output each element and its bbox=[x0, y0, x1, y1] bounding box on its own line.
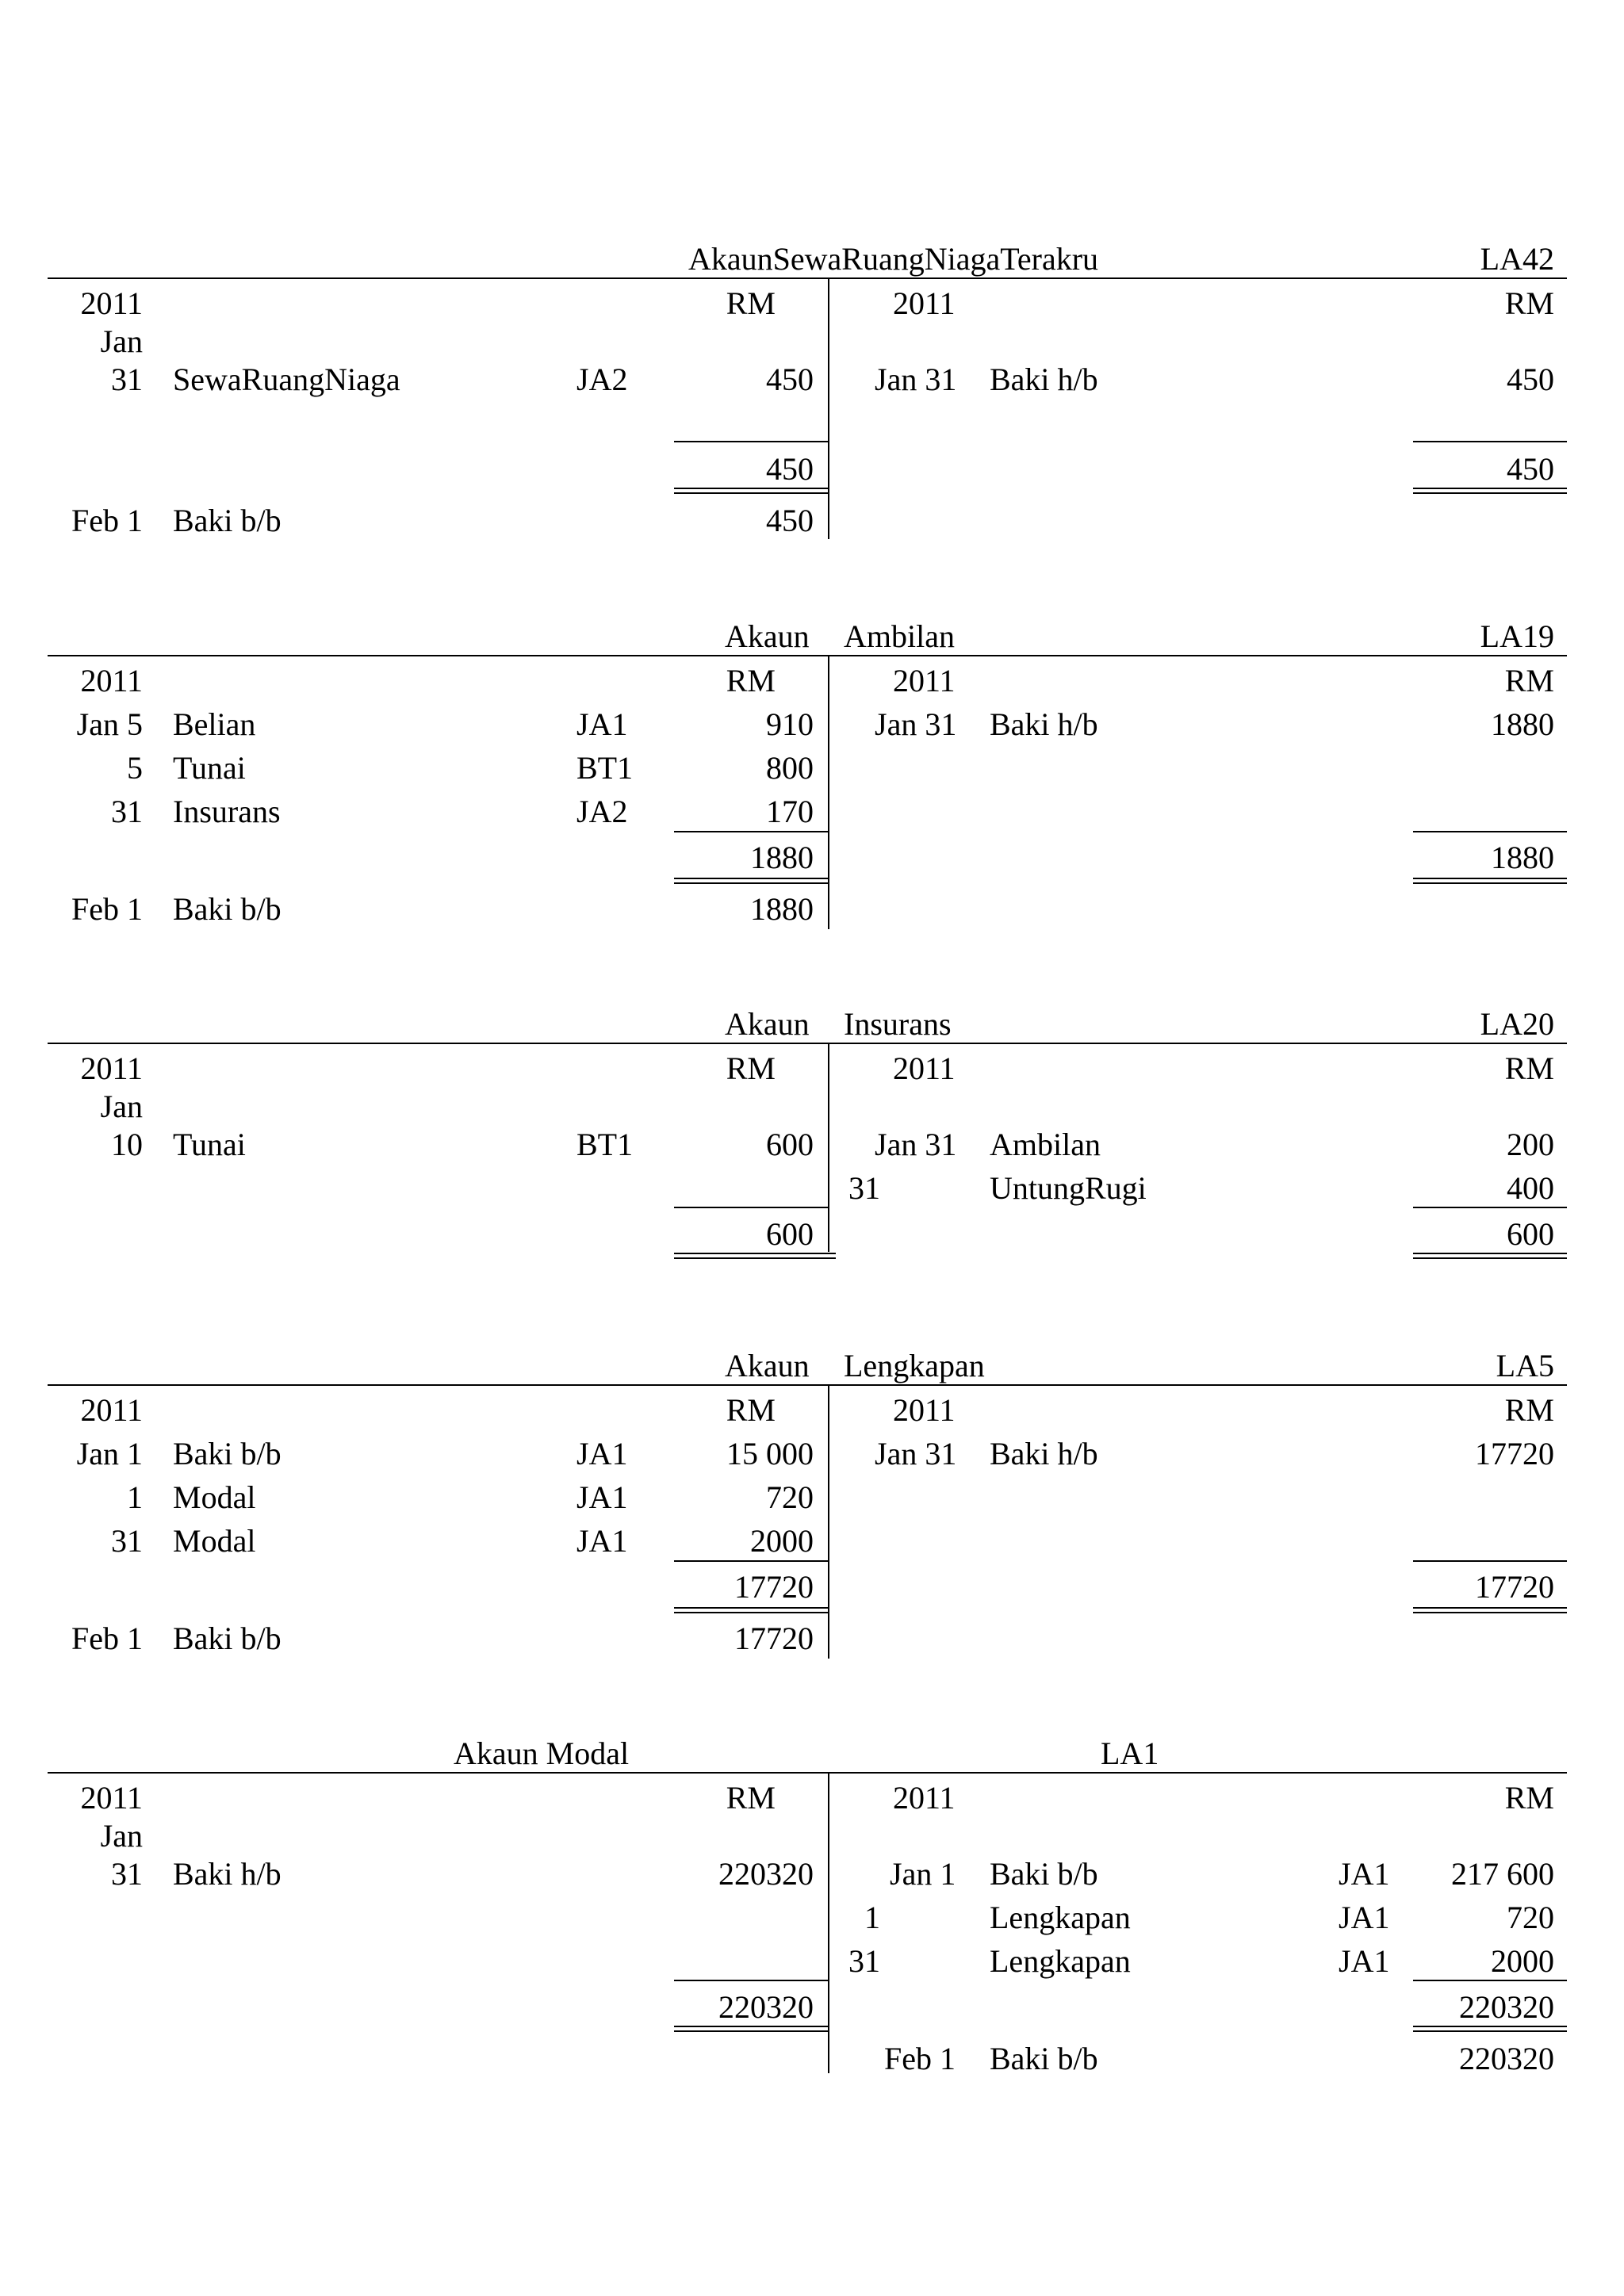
debit-row-ref: JA2 bbox=[576, 794, 628, 829]
account-title-name: Lengkapan bbox=[844, 1348, 985, 1383]
balance-bd-amount: 17720 bbox=[734, 1621, 814, 1656]
credit-currency: RM bbox=[1504, 1050, 1554, 1086]
debit-total: 450 bbox=[766, 451, 814, 487]
credit-row-date: Jan 1 bbox=[890, 1856, 956, 1892]
debit-double-rule bbox=[674, 2030, 828, 2032]
credit-total-rule bbox=[1413, 441, 1567, 442]
ledger-account-la19 bbox=[0, 615, 1624, 932]
account-folio: LA19 bbox=[1480, 618, 1554, 654]
debit-row-date: 10 bbox=[111, 1127, 143, 1162]
credit-row-amount: 217 600 bbox=[1451, 1856, 1554, 1892]
credit-currency: RM bbox=[1504, 285, 1554, 321]
credit-double-rule bbox=[1413, 2026, 1567, 2027]
debit-total-rule bbox=[674, 1560, 828, 1562]
debit-row-date: 31 bbox=[111, 1523, 143, 1559]
credit-row-desc: Baki h/b bbox=[990, 706, 1098, 742]
credit-year: 2011 bbox=[893, 1392, 956, 1428]
credit-row-amount: 1880 bbox=[1491, 706, 1554, 742]
credit-row-desc: Baki h/b bbox=[990, 1436, 1098, 1471]
debit-row-date: 5 bbox=[127, 750, 143, 786]
credit-row-desc: Baki h/b bbox=[990, 362, 1098, 397]
credit-currency: RM bbox=[1504, 663, 1554, 698]
debit-double-rule bbox=[674, 1607, 828, 1609]
debit-double-rule bbox=[674, 2026, 828, 2027]
credit-double-rule bbox=[1413, 492, 1567, 494]
debit-row-desc: Tunai bbox=[173, 750, 246, 786]
credit-double-rule bbox=[1413, 488, 1567, 489]
debit-total: 17720 bbox=[734, 1569, 814, 1605]
credit-double-rule bbox=[1413, 1607, 1567, 1609]
balance-bd-date: Feb 1 bbox=[71, 503, 143, 538]
credit-double-rule bbox=[1413, 1253, 1567, 1254]
debit-row-amount: 720 bbox=[766, 1479, 814, 1515]
credit-total-rule bbox=[1413, 1207, 1567, 1208]
credit-total-rule bbox=[1413, 1980, 1567, 1981]
credit-row-date: Jan 31 bbox=[875, 706, 957, 742]
credit-currency: RM bbox=[1504, 1392, 1554, 1428]
debit-row-amount: 15 000 bbox=[726, 1436, 814, 1471]
credit-total: 600 bbox=[1507, 1216, 1554, 1252]
debit-year: 2011 bbox=[80, 663, 143, 698]
t-divider bbox=[828, 1384, 829, 1659]
debit-double-rule bbox=[674, 488, 828, 489]
account-title-prefix: Akaun bbox=[725, 1006, 810, 1042]
debit-double-rule bbox=[674, 882, 828, 884]
credit-row-date: Jan 31 bbox=[875, 1127, 957, 1162]
t-divider bbox=[828, 277, 829, 539]
credit-total: 1880 bbox=[1491, 840, 1554, 875]
ledger-account-la20 bbox=[0, 1003, 1624, 1265]
credit-row-desc: Ambilan bbox=[990, 1127, 1101, 1162]
account-folio: LA42 bbox=[1480, 241, 1554, 277]
debit-total: 600 bbox=[766, 1216, 814, 1252]
debit-row-desc: Modal bbox=[173, 1479, 256, 1515]
t-divider bbox=[828, 1772, 829, 2073]
ledger-account-la42 bbox=[0, 238, 1624, 547]
balance-bd-amount: 220320 bbox=[1459, 2041, 1554, 2076]
debit-row-desc: Baki h/b bbox=[173, 1856, 282, 1892]
credit-row-desc: Lengkapan bbox=[990, 1900, 1131, 1935]
credit-row-amount: 17720 bbox=[1475, 1436, 1554, 1471]
credit-year: 2011 bbox=[893, 1780, 956, 1816]
credit-row-ref: JA1 bbox=[1339, 1856, 1390, 1892]
balance-bd-amount: 1880 bbox=[750, 891, 814, 927]
credit-row-amount: 400 bbox=[1507, 1170, 1554, 1206]
credit-total-rule bbox=[1413, 1560, 1567, 1562]
account-folio: LA5 bbox=[1496, 1348, 1554, 1383]
credit-row-ref: JA1 bbox=[1339, 1943, 1390, 1979]
credit-year: 2011 bbox=[893, 1050, 956, 1086]
balance-bd-amount: 450 bbox=[766, 503, 814, 538]
credit-total: 220320 bbox=[1459, 1989, 1554, 2025]
credit-total: 17720 bbox=[1475, 1569, 1554, 1605]
credit-row-ref: JA1 bbox=[1339, 1900, 1390, 1935]
account-title-prefix: Akaun bbox=[725, 1348, 810, 1383]
credit-double-rule bbox=[1413, 1612, 1567, 1613]
debit-currency: RM bbox=[726, 1780, 776, 1816]
debit-row-ref: JA1 bbox=[576, 1523, 628, 1559]
debit-currency: RM bbox=[726, 663, 776, 698]
debit-row-date: 1 bbox=[127, 1479, 143, 1515]
debit-total-rule bbox=[674, 1207, 828, 1208]
balance-bd-desc: Baki b/b bbox=[173, 503, 282, 538]
debit-row-amount: 450 bbox=[766, 362, 814, 397]
header-rule bbox=[48, 655, 1567, 656]
credit-double-rule bbox=[1413, 2030, 1567, 2032]
debit-row-desc: Baki b/b bbox=[173, 1436, 282, 1471]
credit-double-rule bbox=[1413, 878, 1567, 879]
debit-row-date: 31 bbox=[111, 794, 143, 829]
debit-row-desc: SewaRuangNiaga bbox=[173, 362, 400, 397]
credit-year: 2011 bbox=[893, 663, 956, 698]
debit-double-rule bbox=[674, 878, 828, 879]
credit-row-desc: Lengkapan bbox=[990, 1943, 1131, 1979]
credit-row-amount: 200 bbox=[1507, 1127, 1554, 1162]
credit-row-amount: 720 bbox=[1507, 1900, 1554, 1935]
account-folio: LA20 bbox=[1480, 1006, 1554, 1042]
balance-bd-desc: Baki b/b bbox=[990, 2041, 1098, 2076]
debit-row-desc: Tunai bbox=[173, 1127, 246, 1162]
header-rule bbox=[48, 1043, 1567, 1044]
t-divider bbox=[828, 1043, 829, 1252]
debit-double-rule bbox=[674, 492, 828, 494]
debit-row-ref: BT1 bbox=[576, 1127, 634, 1162]
balance-bd-date: Feb 1 bbox=[71, 1621, 143, 1656]
balance-bd-date: Feb 1 bbox=[884, 2041, 956, 2076]
credit-row-date: 31 bbox=[848, 1943, 880, 1979]
credit-year: 2011 bbox=[893, 285, 956, 321]
debit-total: 220320 bbox=[718, 1989, 814, 2025]
account-title-name: Ambilan bbox=[844, 618, 955, 654]
debit-total: 1880 bbox=[750, 840, 814, 875]
credit-total: 450 bbox=[1507, 451, 1554, 487]
debit-row-amount: 170 bbox=[766, 794, 814, 829]
debit-currency: RM bbox=[726, 285, 776, 321]
debit-row-ref: JA2 bbox=[576, 362, 628, 397]
debit-row-amount: 2000 bbox=[750, 1523, 814, 1559]
debit-row-amount: 910 bbox=[766, 706, 814, 742]
credit-row-date: 31 bbox=[848, 1170, 880, 1206]
debit-month: Jan bbox=[100, 1818, 143, 1854]
debit-month: Jan bbox=[100, 1089, 143, 1124]
header-rule bbox=[48, 277, 1567, 279]
debit-total-rule bbox=[674, 831, 828, 832]
credit-row-desc: Baki b/b bbox=[990, 1856, 1098, 1892]
account-title: AkaunSewaRuangNiagaTerakru bbox=[688, 241, 1099, 277]
debit-month: Jan bbox=[100, 323, 143, 359]
debit-row-amount: 800 bbox=[766, 750, 814, 786]
debit-year: 2011 bbox=[80, 1780, 143, 1816]
debit-currency: RM bbox=[726, 1392, 776, 1428]
debit-double-rule bbox=[674, 1612, 828, 1613]
credit-row-desc: UntungRugi bbox=[990, 1170, 1147, 1206]
debit-double-rule bbox=[674, 1253, 836, 1254]
account-title-prefix: Akaun bbox=[725, 618, 810, 654]
debit-row-desc: Modal bbox=[173, 1523, 256, 1559]
credit-double-rule bbox=[1413, 882, 1567, 884]
credit-double-rule bbox=[1413, 1257, 1567, 1259]
debit-row-date: 31 bbox=[111, 1856, 143, 1892]
ledger-account-la1 bbox=[0, 1732, 1624, 2081]
balance-bd-date: Feb 1 bbox=[71, 891, 143, 927]
debit-row-date: 31 bbox=[111, 362, 143, 397]
debit-total-rule bbox=[674, 1980, 828, 1981]
debit-row-amount: 600 bbox=[766, 1127, 814, 1162]
debit-row-date: Jan 5 bbox=[76, 706, 143, 742]
debit-currency: RM bbox=[726, 1050, 776, 1086]
credit-row-amount: 450 bbox=[1507, 362, 1554, 397]
debit-row-desc: Insurans bbox=[173, 794, 281, 829]
debit-total-rule bbox=[674, 441, 828, 442]
balance-bd-desc: Baki b/b bbox=[173, 1621, 282, 1656]
debit-row-date: Jan 1 bbox=[76, 1436, 143, 1471]
ledger-account-la5 bbox=[0, 1345, 1624, 1662]
debit-year: 2011 bbox=[80, 1392, 143, 1428]
debit-double-rule bbox=[674, 1257, 836, 1259]
debit-row-ref: JA1 bbox=[576, 1436, 628, 1471]
account-title-name: Insurans bbox=[844, 1006, 952, 1042]
credit-row-date: Jan 31 bbox=[875, 1436, 957, 1471]
debit-row-ref: JA1 bbox=[576, 706, 628, 742]
credit-currency: RM bbox=[1504, 1780, 1554, 1816]
header-rule bbox=[48, 1772, 1567, 1774]
balance-bd-desc: Baki b/b bbox=[173, 891, 282, 927]
account-title: Akaun Modal bbox=[454, 1735, 630, 1771]
debit-year: 2011 bbox=[80, 285, 143, 321]
credit-row-date: 1 bbox=[864, 1900, 880, 1935]
debit-row-amount: 220320 bbox=[718, 1856, 814, 1892]
debit-row-desc: Belian bbox=[173, 706, 256, 742]
credit-row-amount: 2000 bbox=[1491, 1943, 1554, 1979]
t-divider bbox=[828, 655, 829, 929]
debit-year: 2011 bbox=[80, 1050, 143, 1086]
credit-total-rule bbox=[1413, 831, 1567, 832]
account-folio: LA1 bbox=[1101, 1735, 1159, 1771]
credit-row-date: Jan 31 bbox=[875, 362, 957, 397]
header-rule bbox=[48, 1384, 1567, 1386]
debit-row-ref: JA1 bbox=[576, 1479, 628, 1515]
debit-row-ref: BT1 bbox=[576, 750, 634, 786]
